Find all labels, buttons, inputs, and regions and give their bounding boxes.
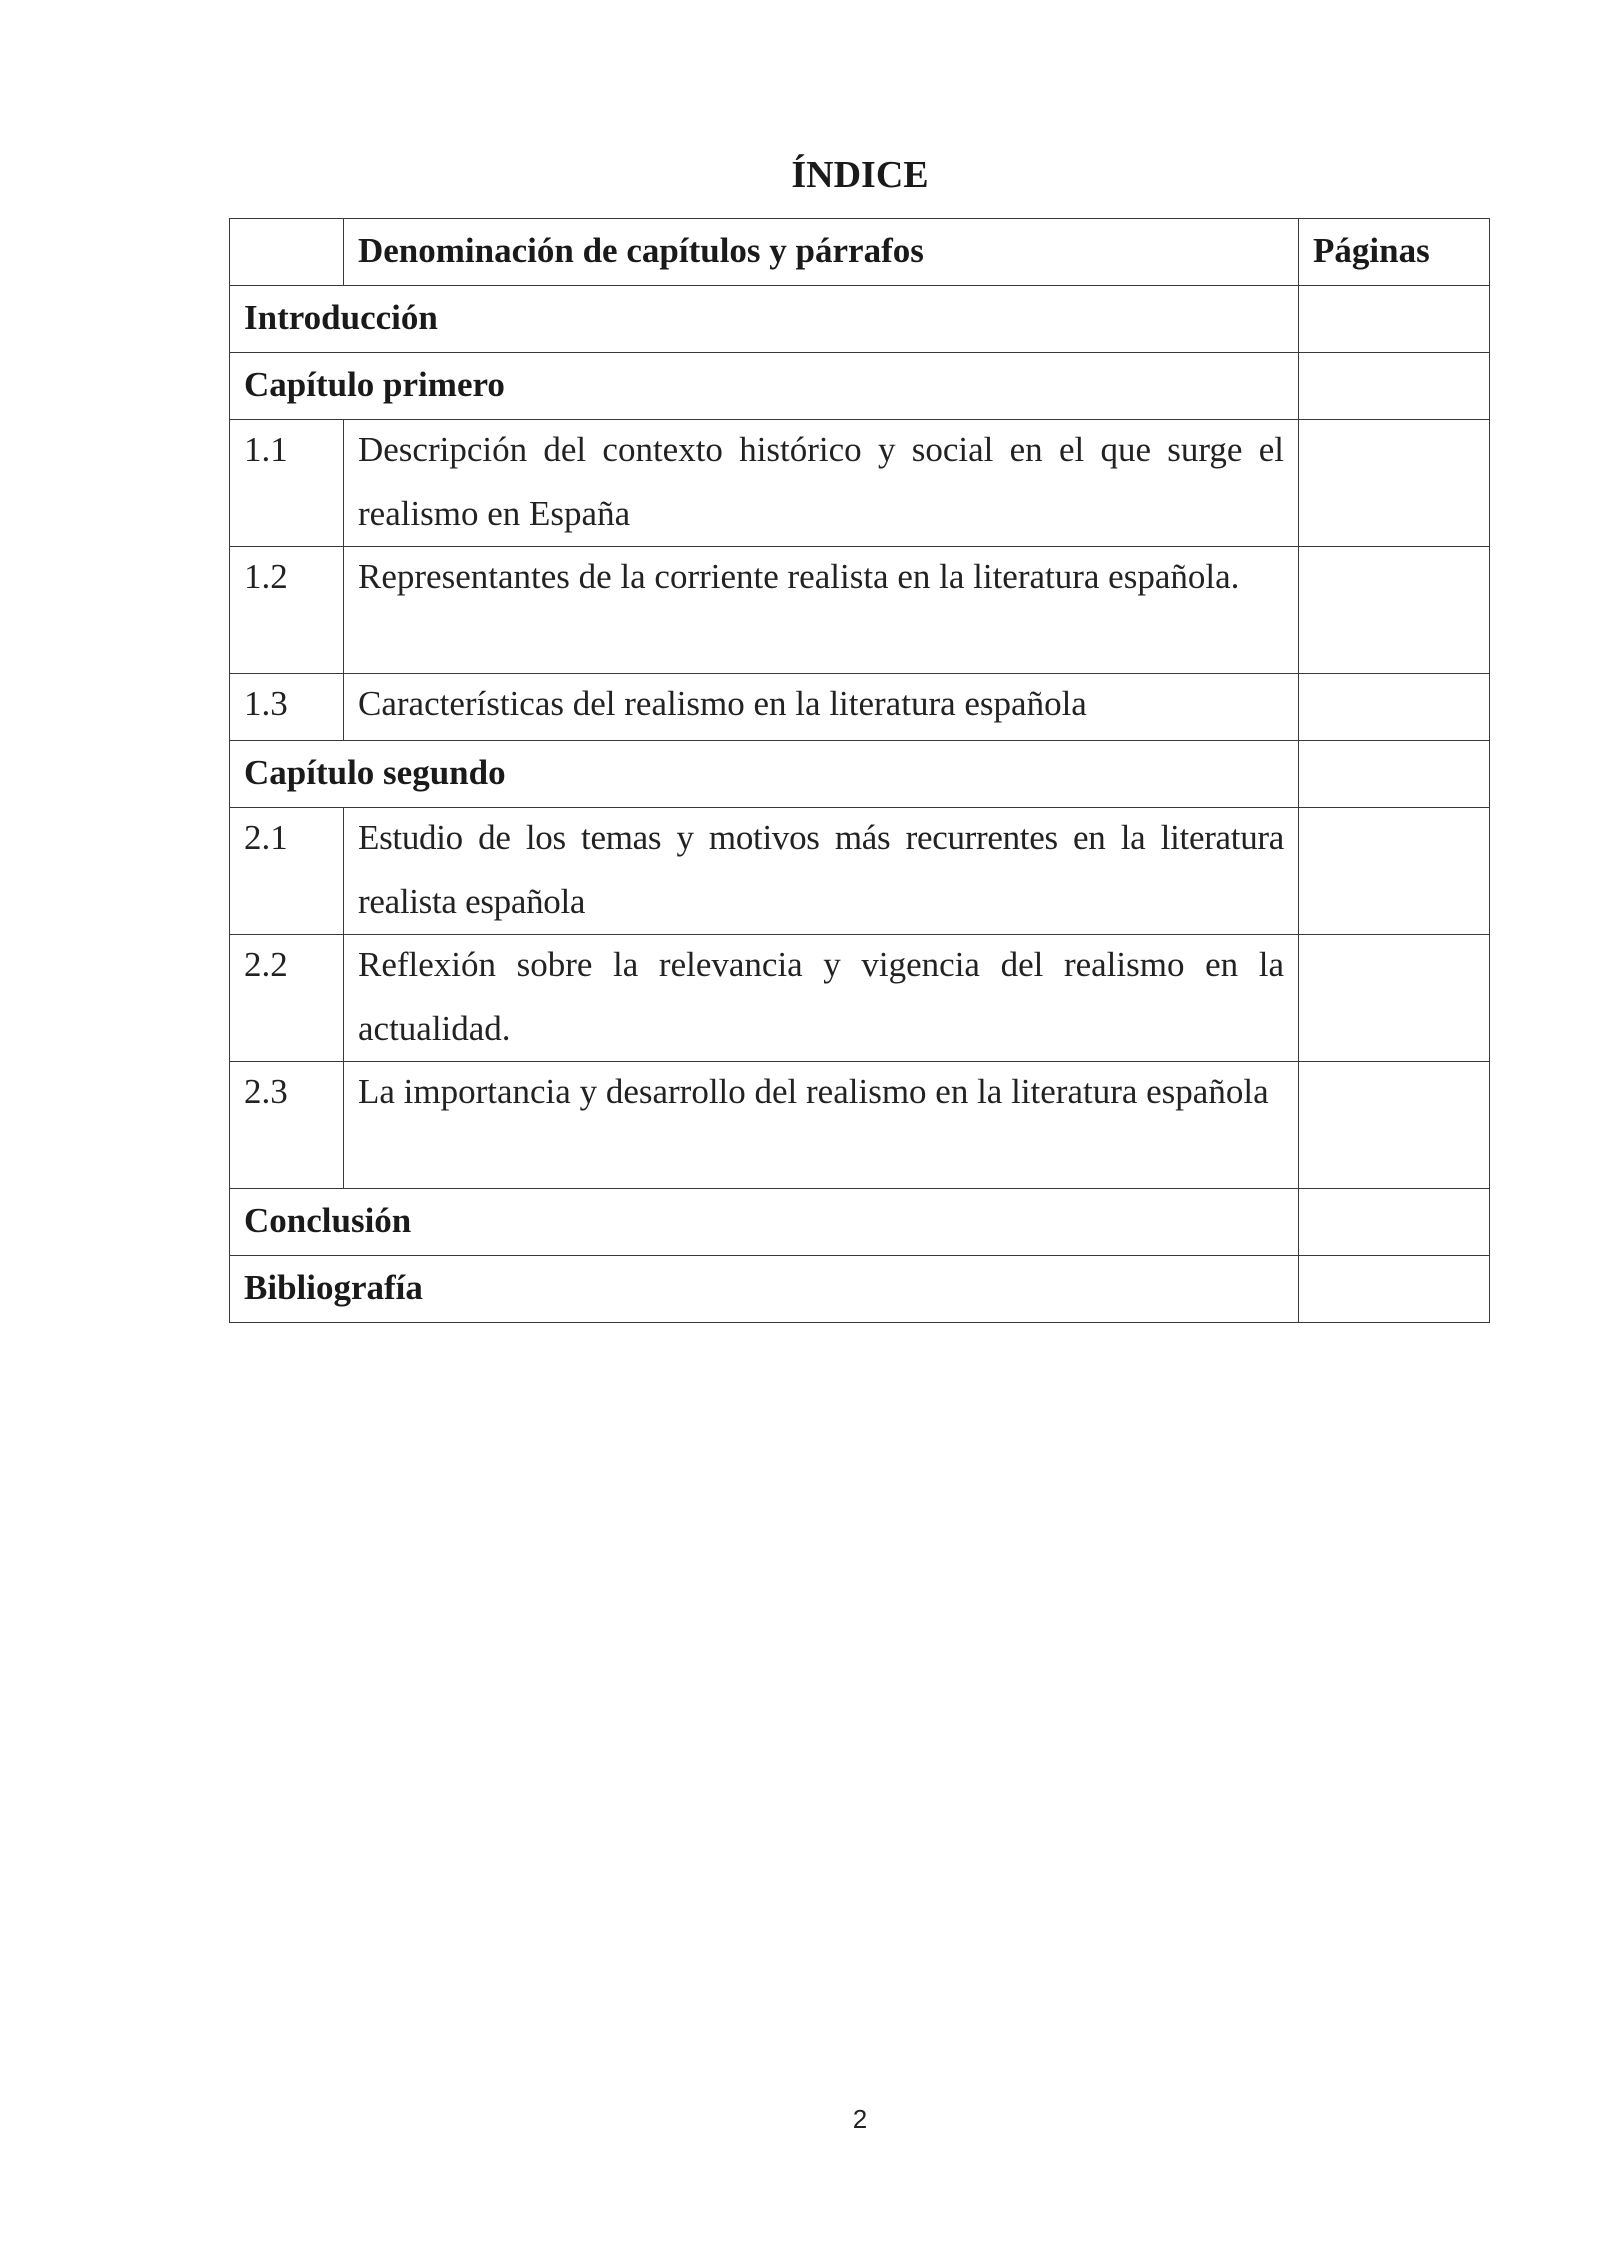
section-cell — [230, 286, 1299, 353]
item-number: 1.1 — [244, 430, 288, 469]
title-cell — [344, 808, 1299, 935]
section-label: Bibliografía — [244, 1268, 423, 1307]
table-row-capitulo-primero — [230, 353, 1490, 420]
table-row-2-3 — [230, 1062, 1490, 1189]
table-row-2-2 — [230, 935, 1490, 1062]
pages-cell — [1299, 1256, 1490, 1323]
index-table — [229, 218, 1490, 1323]
section-label: Capítulo segundo — [244, 753, 506, 792]
table-row-1-1 — [230, 420, 1490, 547]
item-number: 2.3 — [244, 1072, 288, 1111]
item-title: La importancia y desarrollo del realismo en la literatura española — [358, 1072, 1269, 1111]
num-cell — [230, 808, 344, 935]
title-cell — [344, 935, 1299, 1062]
pages-cell — [1299, 1062, 1490, 1189]
section-cell — [230, 1256, 1299, 1323]
table-row-capitulo-segundo — [230, 741, 1490, 808]
pages-cell — [1299, 1189, 1490, 1256]
section-cell — [230, 353, 1299, 420]
header-pages-label: Páginas — [1313, 231, 1430, 270]
section-label: Capítulo primero — [244, 365, 505, 404]
item-number: 1.3 — [244, 684, 288, 723]
num-cell — [230, 935, 344, 1062]
table-row-conclusion — [230, 1189, 1490, 1256]
section-label: Introducción — [244, 298, 438, 337]
header-pages-cell — [1299, 219, 1490, 286]
title-cell — [344, 420, 1299, 547]
table-row-1-2 — [230, 547, 1490, 674]
page-number: 2 — [852, 2104, 868, 2134]
table-row-1-3 — [230, 674, 1490, 741]
header-num-cell — [230, 219, 344, 286]
page-title: ÍNDICE — [791, 154, 929, 196]
header-title-cell — [344, 219, 1299, 286]
title-cell — [344, 1062, 1299, 1189]
pages-cell — [1299, 741, 1490, 808]
item-title: Representantes de la corriente realista en la literatura española. — [358, 557, 1240, 596]
pages-cell — [1299, 353, 1490, 420]
num-cell — [230, 1062, 344, 1189]
num-cell — [230, 547, 344, 674]
table-row-2-1 — [230, 808, 1490, 935]
pages-cell — [1299, 674, 1490, 741]
pages-cell — [1299, 286, 1490, 353]
item-number: 2.2 — [244, 945, 288, 984]
item-title: Características del realismo en la literatura española — [358, 684, 1087, 723]
num-cell — [230, 674, 344, 741]
table-row-bibliografia — [230, 1256, 1490, 1323]
pages-cell — [1299, 420, 1490, 547]
title-cell — [344, 674, 1299, 741]
header-title-label: Denominación de capítulos y párrafos — [358, 231, 924, 270]
pages-cell — [1299, 547, 1490, 674]
pages-cell — [1299, 808, 1490, 935]
item-title: Estudio de los temas y motivos más recurrentes en la literatura realista española — [358, 818, 1284, 921]
table-header-row — [230, 219, 1490, 286]
item-number: 2.1 — [244, 818, 288, 857]
section-cell — [230, 741, 1299, 808]
pages-cell — [1299, 935, 1490, 1062]
item-number: 1.2 — [244, 557, 288, 596]
title-cell — [344, 547, 1299, 674]
section-cell — [230, 1189, 1299, 1256]
item-title: Reflexión sobre la relevancia y vigencia del realismo en la actualidad. — [358, 945, 1284, 1048]
table-row-introduccion — [230, 286, 1490, 353]
section-label: Conclusión — [244, 1201, 412, 1240]
num-cell — [230, 420, 344, 547]
item-title: Descripción del contexto histórico y social en el que surge el realismo en España — [358, 430, 1284, 533]
